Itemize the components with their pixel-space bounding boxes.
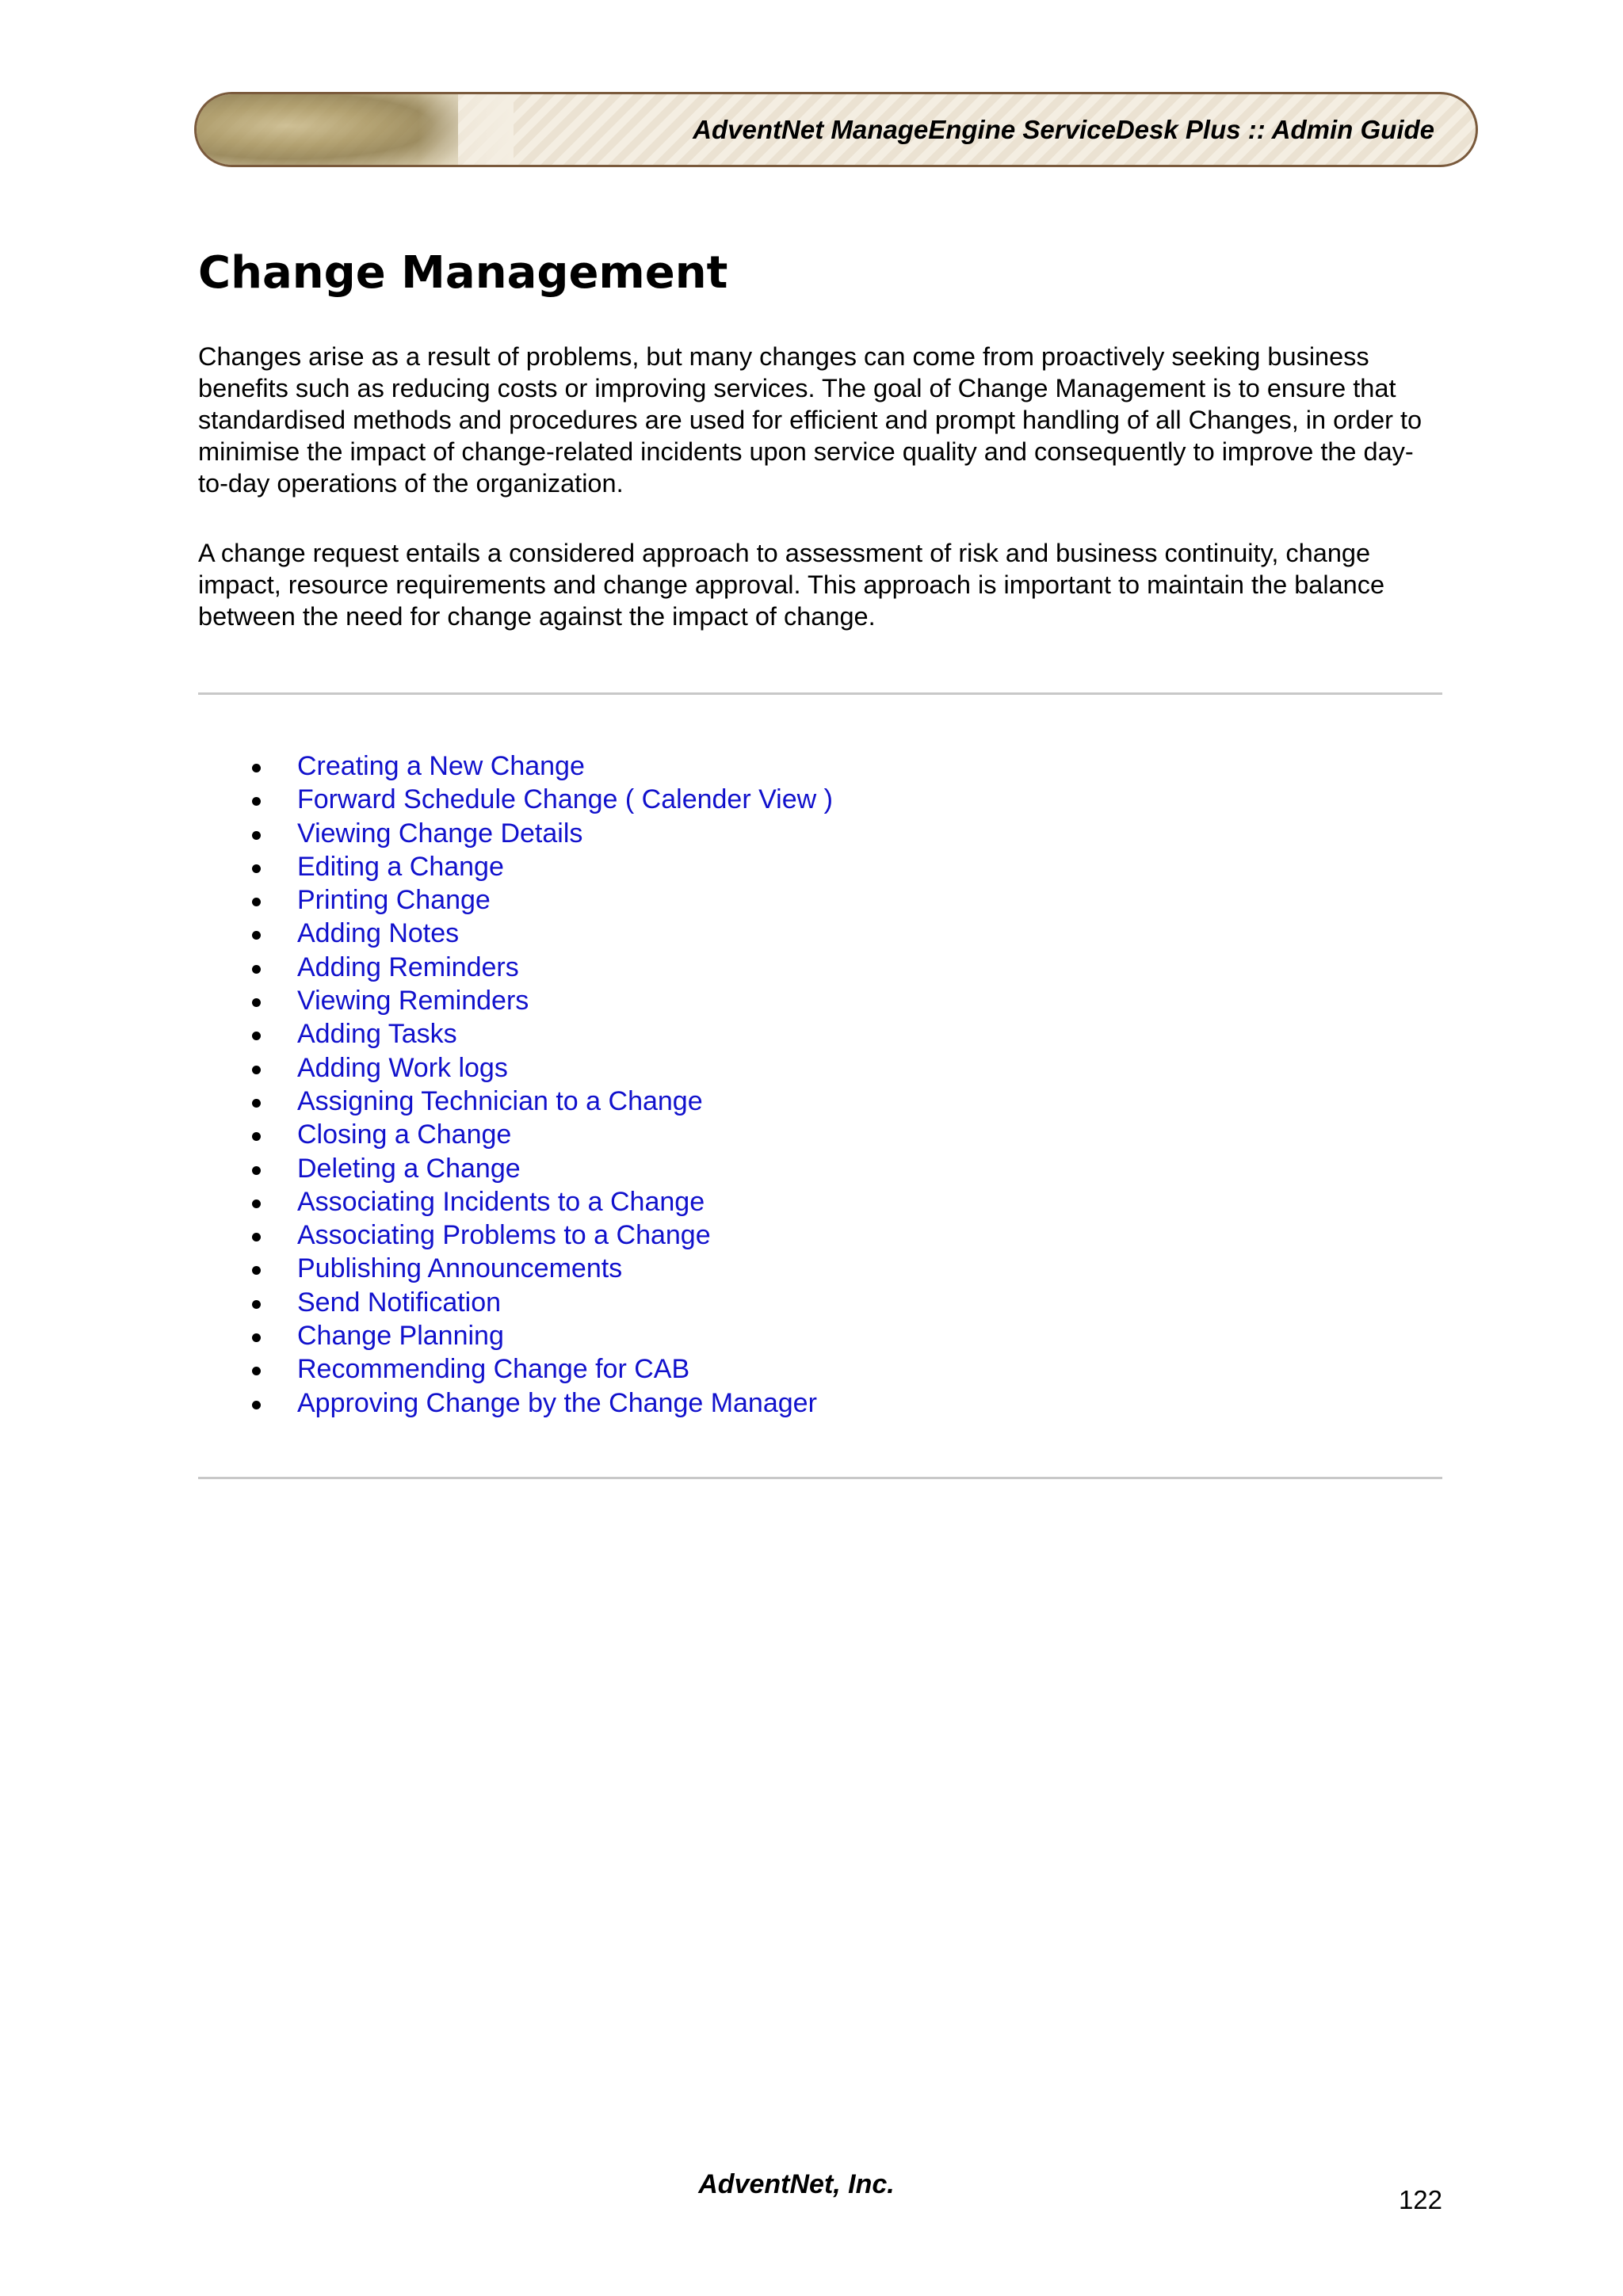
link-creating-new-change[interactable]: Creating a New Change	[297, 751, 585, 781]
link-viewing-reminders[interactable]: Viewing Reminders	[297, 986, 529, 1016]
link-adding-notes[interactable]: Adding Notes	[297, 918, 460, 949]
link-viewing-change-details[interactable]: Viewing Change Details	[297, 818, 583, 849]
bullet-icon	[252, 1266, 261, 1275]
bullet-icon	[252, 1233, 261, 1241]
bullet-icon	[252, 764, 261, 772]
bullet-icon	[252, 864, 261, 873]
bullet-icon	[252, 898, 261, 906]
link-adding-work-logs[interactable]: Adding Work logs	[297, 1052, 508, 1083]
page-title: Change Management	[198, 247, 728, 299]
link-adding-tasks[interactable]: Adding Tasks	[297, 1019, 457, 1050]
bullet-icon	[252, 965, 261, 974]
footer-company: AdventNet, Inc.	[698, 2169, 895, 2199]
bullet-icon	[252, 1099, 261, 1108]
link-change-planning[interactable]: Change Planning	[297, 1321, 504, 1352]
link-associating-incidents[interactable]: Associating Incidents to a Change	[297, 1186, 705, 1217]
link-adding-reminders[interactable]: Adding Reminders	[297, 952, 519, 982]
header-fade	[418, 94, 514, 165]
bullet-icon	[252, 1300, 261, 1309]
page-number: 122	[1398, 2185, 1442, 2214]
link-deleting-change[interactable]: Deleting a Change	[297, 1153, 521, 1184]
link-associating-problems[interactable]: Associating Problems to a Change	[297, 1220, 711, 1251]
intro-paragraph: Changes arise as a result of problems, but many changes can come from proactively seeking business benefits such as reducing costs or improving services. The goal of Change Management is to ensure that standardised methods and procedures are used for efficient and prompt handling of all Changes, in order to minimise the impact of change-related incidents upon service quality and consequently to improve the day-to-day operations of the organization.	[198, 342, 1423, 498]
bullet-icon	[252, 1066, 261, 1074]
bullet-icon	[252, 1199, 261, 1208]
bullet-icon	[252, 797, 261, 806]
link-approving-change[interactable]: Approving Change by the Change Manager	[297, 1387, 817, 1418]
top-divider	[198, 692, 1442, 695]
bullet-icon	[252, 1132, 261, 1141]
link-forward-schedule-change[interactable]: Forward Schedule Change ( Calender View )	[297, 784, 833, 815]
link-publishing-announcements[interactable]: Publishing Announcements	[297, 1253, 623, 1284]
link-editing-change[interactable]: Editing a Change	[297, 851, 504, 882]
bullet-icon	[252, 1333, 261, 1342]
bullet-icon	[252, 998, 261, 1007]
link-printing-change[interactable]: Printing Change	[297, 885, 491, 916]
header-banner	[194, 92, 1478, 167]
bullet-icon	[252, 931, 261, 940]
bullet-icon	[252, 1401, 261, 1409]
link-recommending-change-cab[interactable]: Recommending Change for CAB	[297, 1354, 690, 1385]
bullet-icon	[252, 1367, 261, 1375]
header-title: AdventNet ManageEngine ServiceDesk Plus :: Admin Guide	[693, 115, 1434, 144]
approach-paragraph: A change request entails a considered approach to assessment of risk and business continuity, change impact, resource requirements and change approval. This approach is important to maintain the balance between the need for change against the impact of change.	[198, 539, 1385, 631]
bullet-icon	[252, 1032, 261, 1040]
bottom-divider	[198, 1477, 1442, 1479]
link-send-notification[interactable]: Send Notification	[297, 1287, 502, 1318]
link-closing-change[interactable]: Closing a Change	[297, 1119, 512, 1150]
bullet-icon	[252, 1166, 261, 1175]
link-assigning-technician[interactable]: Assigning Technician to a Change	[297, 1085, 703, 1116]
bullet-icon	[252, 831, 261, 840]
